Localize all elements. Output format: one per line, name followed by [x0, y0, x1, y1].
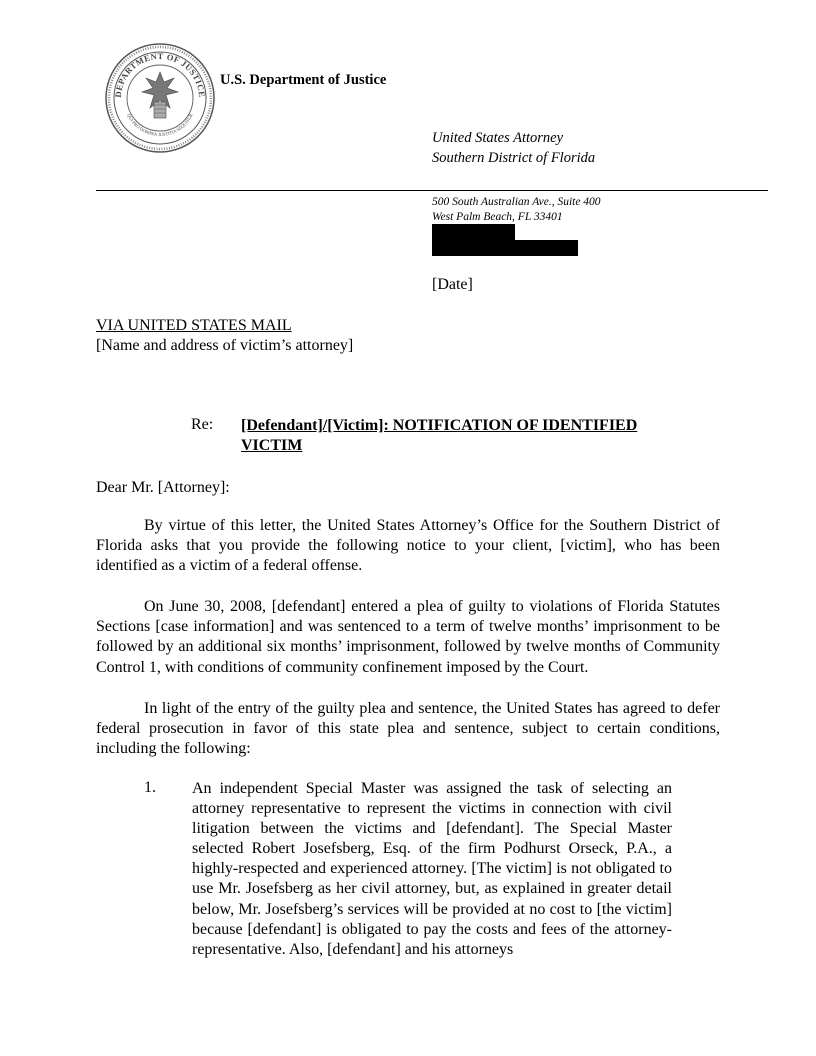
- re-label: Re:: [191, 416, 214, 433]
- delivery-method: VIA UNITED STATES MAIL: [96, 317, 292, 334]
- office-address: [432, 195, 601, 225]
- redaction-bar: [432, 224, 515, 241]
- re-subject: [Defendant]/[Victim]: NOTIFICATION OF IDENTIFIED VICTIM: [241, 417, 638, 454]
- address-street: 500 South Australian Ave., Suite 400: [432, 196, 601, 208]
- doj-seal-icon: [104, 42, 216, 154]
- office-district: Southern District of Florida: [432, 150, 596, 166]
- body-paragraph: By virtue of this letter, the United States Attorney’s Office for the Southern District of Florida asks that you provide the following notice to your client, [victim], who has been identified as a victim of a federal offense.: [96, 517, 720, 575]
- recipient-placeholder: [Name and address of victim’s attorney]: [96, 337, 354, 354]
- doj-seal: [104, 42, 216, 154]
- body-paragraph: In light of the entry of the guilty plea and sentence, the United States has agreed to defer federal prosecution in favor of this state plea and sentence, subject to certain conditions, including the following:: [96, 700, 720, 758]
- redaction-bar: [432, 240, 578, 256]
- agency-name: U.S. Department of Justice: [220, 72, 387, 88]
- delivery-block: [96, 316, 353, 356]
- office-block: [432, 128, 595, 168]
- letterhead-divider: [96, 190, 768, 191]
- list-item-text: An independent Special Master was assigned the task of selecting an attorney representative to represent the victims in connection with civil litigation between the victims and [defendant]. The Special Master selected Robert Josefsberg, Esq. of the firm Podhurst Orseck, P.A., a highly-respected and experienced attorney. [The victim] is not obligated to use Mr. Josefsberg as her civil attorney, but, as explained in greater detail below, Mr. Josefsberg’s services will be provided at no cost to [the victim] because [defendant] is obligated to pay the costs and fees of the attorney-representative. Also, [defendant] and his attorneys: [192, 780, 672, 958]
- svg-text:QUI PRO DOMINA JUSTITIA SEQUIT: QUI PRO DOMINA JUSTITIA SEQUITUR: [126, 112, 194, 138]
- letter-date: [Date]: [432, 276, 473, 293]
- salutation: Dear Mr. [Attorney]:: [96, 479, 230, 496]
- address-city: West Palm Beach, FL 33401: [432, 211, 563, 223]
- office-title: United States Attorney: [432, 130, 564, 146]
- body-paragraph: On June 30, 2008, [defendant] entered a plea of guilty to violations of Florida Statutes Sections [case information] and was sentenced to a term of twelve months’ imprisonment to be followed by an additional six months’ imprisonment, followed by twelve months of Community Control 1, with conditions of community confinement imposed by the Court.: [96, 598, 720, 676]
- list-item-number: 1.: [144, 779, 156, 796]
- svg-text:DEPARTMENT OF JUSTICE: DEPARTMENT OF JUSTICE: [112, 50, 208, 98]
